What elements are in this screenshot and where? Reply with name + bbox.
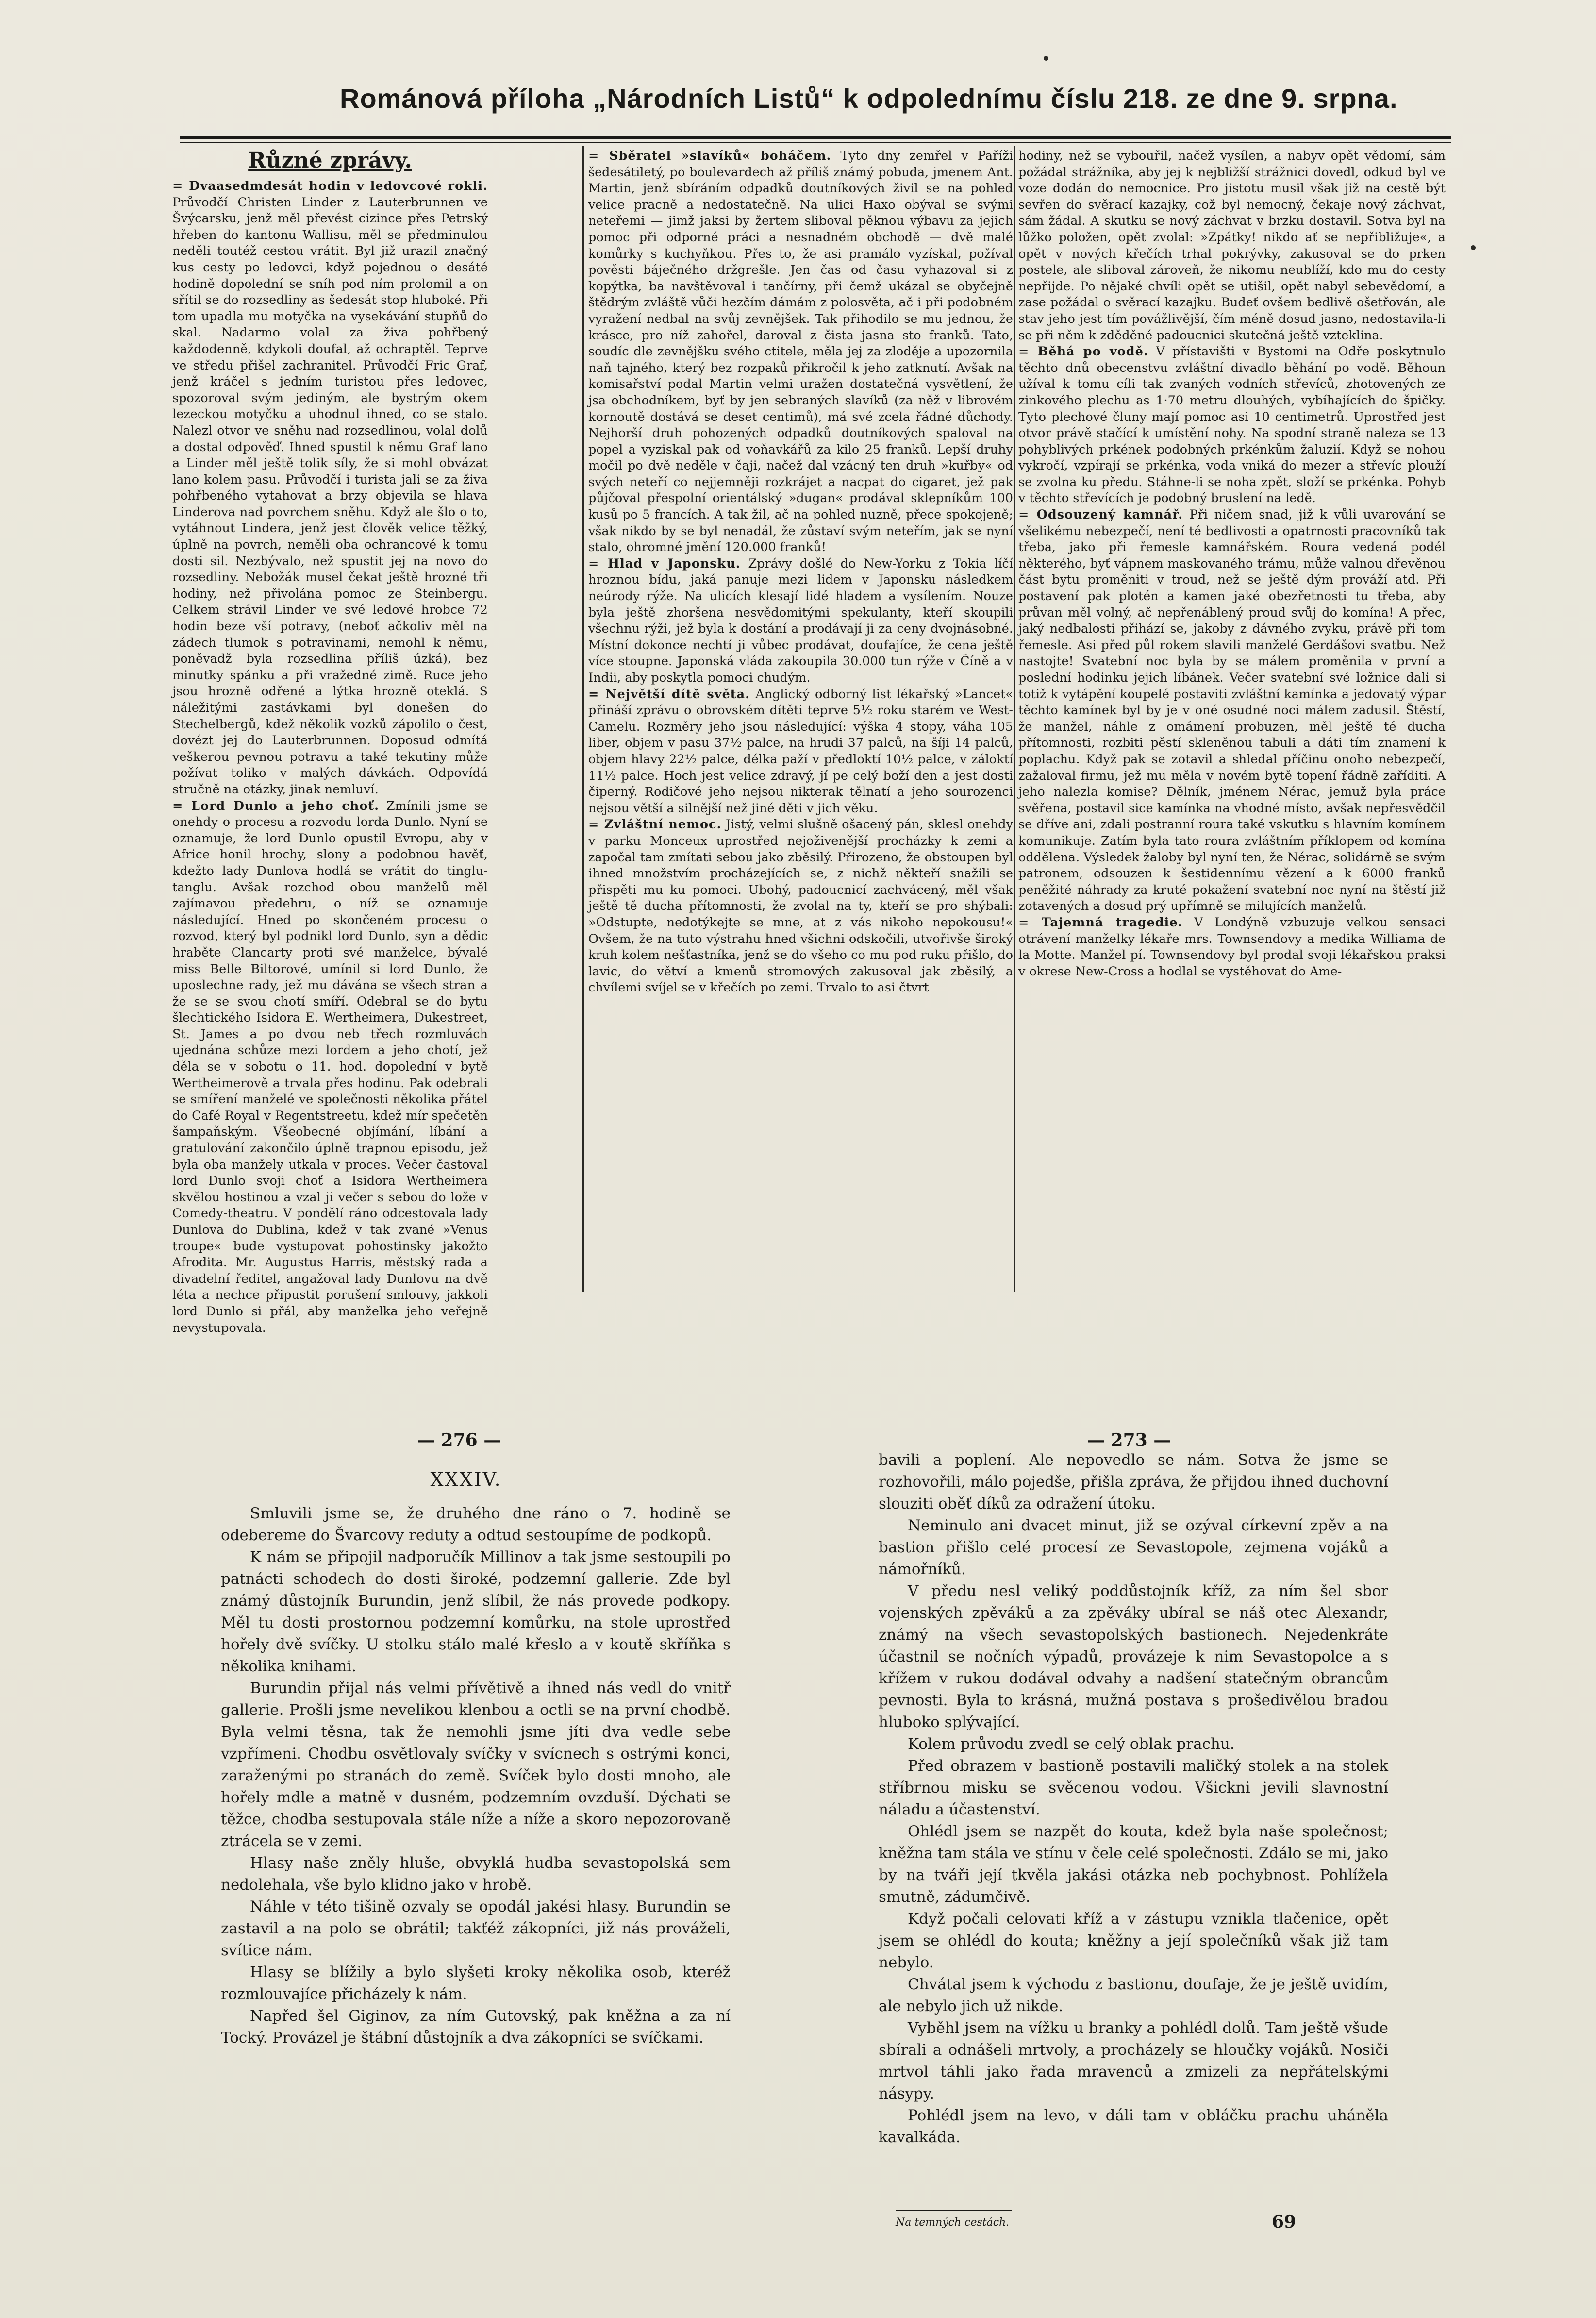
chapter-heading: XXXIV.	[430, 1469, 502, 1490]
signature-footnote: Na temných cestách.	[896, 2217, 1010, 2229]
article-headline: = Odsouzený kamnář.	[1018, 507, 1183, 522]
masthead: Románová příloha „Národních Listů“ k odpolednímu číslu 218. ze dne 9. srpna.	[340, 83, 1398, 114]
paragraph: Před obrazem v bastioně postavili maličký stolek a na stolek stříbrnou misku se svěcenou vodou. Všickni jevili slavnostní náladu a účastenství.	[879, 1757, 1388, 1818]
news-column-1	[172, 148, 488, 1335]
article-body: Zmínili jsme se onehdy o procesu a rozvodu lorda Dunlo. Nyní se oznamuje, že lord Dunlo opustil Evropu, aby v Africe honil hrochy, slony a podobnou havěť, kdežto lady Dunlova hodlá se vrátit do tinglu-tanglu. Avšak rozchod obou manželů měl zajímavou předehru, o níž se oznamuje následující. Hned po skončeném procesu o rozvod, který byl podnikl lord Dunlo, syn a dědic hraběte Clancarty proti své manželce, bývalé miss Belle Biltorové, umínil si lord Dunlo, že uposlechne rady, jež mu dávána se všech stran a že se se svou chotí smíří. Odebral se do bytu šlechtického Isidora E. Wertheimera, Dukestreet, St. James a po dvou neb třech rozmluvách ujednána schůze mezi lordem a jeho chotí, jež děla se v sobotu o 11. hod. dopolední v bytě Wertheimerově a trvala přes hodinu. Pak odebrali se smíření manželé ve společnosti několika přátel do Café Royal v Regentstreetu, kdež mír spečetěn šampaňským. Všeobecné objímání, líbání a gratulování zakončilo úplně trapnou episodu, jež byla oba manžely utkala v proces. Večer častoval lord Dunlo svoji choť a Isidora Wertheimera skvělou hostinou a vzal ji večer s sebou do lože v Comedy-theatru. V pondělí ráno odcestovala lady Dunlova do Dublina, kdež v tak zvané »Venus troupe« bude vystupovat pohostinsky jakožto Afrodita. Mr. Augustus Harris, městský rada a divadelní ředitel, angažoval lady Dunlovu na dvě léta a nechce připustit porušení smlouvy, jakkoli lord Dunlo si přál, aby manželka jeho veřejně nevystupovala.	[172, 798, 488, 1335]
paragraph: Hlasy naše zněly hluše, obvyklá hudba sevastopolská sem nedolehala, vše bylo klidno jako v hrobě.	[221, 1854, 731, 1894]
news-column-3	[1018, 148, 1446, 1294]
paragraph: Napřed šel Giginov, za ním Gutovský, pak kněžna a za ní Tocký. Provázel je štábní důstojník a dva zákopníci se svíčkami.	[221, 2007, 731, 2047]
article-body: Anglický odborný list lékařský »Lancet« přináší zprávu o obrovském dítěti teprve 5½ roku starém ve West-Camelu. Rozměry jeho jsou následující: výška 4 stopy, váha 105 liber, objem v pasu 37½ palce, na hrudi 37 palců, na šíji 14 palců, objem hlavy 22½ palce, délka paží v předloktí 10½ palce, v záloktí 11½ palce. Hoch jest velice zdravý, jí pe celý boží den a jest dosti čiperný. Rodičové jeho nejsou nikterak tělnatí a jeho sourozenci nejsou větší a silnější než jiné děti v jich věku.	[588, 687, 1014, 816]
article-body: V přístavišti v Bystomi na Odře poskytnulo těchto dnů obecenstvu zvláštní divadlo běhání po vodě. Běhoun užíval k tomu cíli tak zvaných vodních střevíců, zhotovených ze zinkového plechu as 1·70 metru dlouhých, vybíhajících do špičky. Tyto plechové čluny mají pomoc asi 10 centimetrů. Uprostřed jest otvor právě stačící k umístění nohy. Na spodní straně naleza se 13 pohyblivých prkének podobných prkénkům žaluzií. Když se nohou vykročí, vzpírají se prkénka, voda vniká do mezer a střevíc plouží se zvolna ku předu. Stáhne-li se noha zpět, složí se prkénka. Pohyb v těchto střevících je podobný bruslení na ledě.	[1018, 344, 1446, 506]
article-body: Tyto dny zemřel v Paříži šedesátiletý, po boulevardech až příliš známý pobuda, jmenem Ant. Martin, jenž sbíráním odpadků doutníkových živil se na pohled velice pracně a nedostatečně. Na ulici Haxo obýval se svými neteřemi — jimž jaksi by žertem sliboval pěknou výbavu za jejich pomoc při odporné práci a nesnadném obchodě — dvě malé komůrky s kuchyňkou. Přes to, že asi pramálo vyzískal, požíval pověsti báječného držgrešle. Jen čas od času vyhazoval si z kopýtka, ba navštěvoval i tančírny, při čemž ukázal se obyčejně štědrým zvláště vůči hezčím dámám z polosvěta, ač i při podobném vyražení nedbal na svůj zevnějšek. Tak přihodilo se mu jednou, že krásce, pro níž zahořel, daroval z čista jasna sto franků. Tato, soudíc dle zevnějšku svého ctitele, měla jej za zloděje a upozornila naň tajného, který bez rozpaků přikročil k jeho zatknutí. Avšak na komisařství podal Martin velmi uražen dostatečná vysvětlení, že jsa obchodníkem, byť by jen sebraných slavíků (za něž v librovém kornoutě dostává se deset centimů), má své zcela řádné důchody. Nejhorší druh pohozených odpadků doutníkových spaloval na popel a vyziskal pak od voňavkářů za kilo 25 franků. Lepší druhy močil po dvě neděle v čaji, načež dal vzácný ten druh »kuřby« od svých neteří co nejjemněji rozkrájet a nacpat do cigaret, jež pak půjčoval přespolní orientálský »dugan« prodával sklepníkům 100 kusů po 5 francích. A tak žil, ač na pohled nuzně, přece spokojeně; však nikdo by se byl nenadál, že zůstaví svým neteřím, jak se nyní stalo, ohromné jmění 120.000 franků!	[588, 149, 1014, 555]
masthead-rule-thin	[180, 142, 1451, 143]
paragraph: V předu nesl veliký poddůstojník kříž, za ním šel sbor vojenských zpěváků a za zpěváky ubíral se náš otec Alexandr, známý na všech sevastopolských bastionech. Nejedenkráte účastnil se nočních výpadů, provázeje k nim Sevastopolce a s křížem v rukou dodával odvahy a nadšení statečným obrancům pevnosti. Byla to krásná, mužná postava s prošedivělou bradou hluboko splývající.	[879, 1582, 1388, 1731]
article-body: hodiny, než se vybouřil, načež vysílen, a nabyv opět vědomí, sám požádal strážníka, aby jej k nejbližší strážnici dovedl, odkud byl ve voze dodán do nemocnice. Pro jistotu musil však již na cestě být sevřen do svěrací kazajky, což byl nemocný, čekaje nový záchvat, sám žádal. A skutku se nový záchvat v brzku dostavil. Sotva byl na lůžko položen, opět zvolal: »Zpátky! nikdo ať se nepřibližuje«, a opět v nových křečích trhal pokrývky, zakusoval se do prken postele, ale sliboval zároveň, že nikomu neublíží, kdo mu do cesty nepřijde. Po nějaké chvíli opět se utišil, opět nabyl sebevědomí, a zase požádal o svěrací kazajku. Budeť ovšem bedlivě ošetřován, ale stav jeho jest tím povážlivější, čím méně dosud jasno, nedostavila-li se při něm k zděděné padoucnici skutečná ještě vzteklina.	[1018, 149, 1446, 343]
article-body: Jistý, velmi slušně ošacený pán, sklesl onehdy v parku Monceux uprostřed nejoživenější procházky k zemi a započal tam zmítati sebou jako zběsilý. Přirozeno, že obstoupen byl ihned množstvím procházejících se, z nichž někteří snažili se přispěti mu ku pomoci. Ubohý, padoucnicí zachvácený, měl však ještě tě ducha přítomnosti, že zvolal na ty, kteří se pro shýbali: »Odstupte, nedotýkejte se mne, at z vás nikoho nepokousu!« Ovšem, že na tuto výstrahu hned všichni odskočili, utvořivše široký kruh kolem nešťastníka, jenž se do všeho co mu pod ruku přišlo, do lavic, do větví a kmenů stromových zakusoval jak zběsilý, a chvílemi svíjel se v křečích po zemi. Trvalo to asi čtvrt	[588, 817, 1013, 995]
footnote-rule	[896, 2210, 1012, 2211]
article-body: Při ničem snad, již k vůli uvarování se všelikému nebezpečí, není té bedlivosti a opatrnosti pracovníků tak třeba, jako při řemesle kamnářském. Roura vedená podél některého, byť vápnem maskovaného trámu, může valnou dřevěnou část bytu proměniti v troud, než se ještě dým prováží atd. Při postavení pak plotén a kamen jaké obezřetnosti tu třeba, aby průvan měl volný, ač nepřenáblený proud svůj do komína! A přec, jaký nedbalosti přihází se, jakoby z dávného zvyku, právě při tom řemesle. Asi před půl rokem slavili manželé Gerdášovi svatbu. Než nastojte! Svatební noc byla by se málem proměnila v první a poslední hodinku jejich líbánek. Večer svatební své ložnice dali si totiž k vytápění koupelé postaviti zvláštní kamínka a jedovatý výpar těchto kamínek byl by je v oné osudné noci málem zadusil. Štěstí, že manžel, náhle z omámení probuzen, měl ještě té ducha přítomnosti, rozbiti pěstí skleněnou tabuli a dáti tím znamení k poplachu. Když pak se zotavil a shledal příčinu onoho nebezpečí, zažaloval firmu, jež mu měla v novém bytě topení řádně zaříditi. A jeho nalezla komise? Dělník, jménem Nérac, jemuž byla práce svěřena, postavil sice kamínka na vhodné místo, avšak nepřesvědčil se dříve ani, zdali postranní roura také vskutku s hlavním komínem komunikuje. Zatím byla tato roura zvláštním příklopem od komína oddělena. Výsledek žaloby byl nyní ten, že Nérac, solidárně se svým patronem, odsouzen k šestidennímu vězení a k 6000 franků peněžité náhrady za kruté pokažení svatební noc nyní na štěstí již zotavených a dosud prý upřímně se milujících manželů.	[1018, 507, 1446, 914]
novel-column-right	[879, 1449, 1388, 2183]
article-headline: = Lord Dunlo a jeho choť.	[172, 798, 379, 813]
news-column-2	[588, 148, 1013, 1294]
column-divider	[582, 146, 584, 1292]
paragraph: Když počali celovati kříž a v zástupu vznikla tlačenice, opět jsem se ohlédl do kouta; kněžny a její společníků však již tam nebylo.	[879, 1910, 1388, 1971]
article-body: Průvodčí Christen Linder z Lauterbrunnen ve Švýcarsku, jenž měl převést cizince přes Petrský hřeben do kantonu Wallisu, měl se předminulou neděli toutéž cestou vrátit. Byl již urazil značný kus cesty po ledovci, když pojednou o desáté hodině dopolední se sníh pod ním prolomil a on sřítil se do rozsedliny as šedesát stop hluboké. Při tom upadla mu motyčka na vysekávání stupňů do skal. Nadarmo volal za živa pohřbený každodenně, kdykoli doufal, až ochraptěl. Teprve ve středu přišel zachranitel. Průvodčí Fric Graf, jenž kráčel s jedním turistou přes ledovec, spozoroval svým jediným, ale bystrým okem lezeckou motyčku a uhodnul ihned, co se stalo. Nalezl otvor ve sněhu nad rozsedlinou, volal dolů a dostal odpověď. Ihned spustil k němu Graf lano a Linder měl ještě tolik síly, že si mohl obvázat lano kolem pasu. Průvodčí i turista jali se za živa pohřbeného vytahovat a brzy objevila se hlava Linderova nad povrchem sněhu. Když ale šlo o to, vytáhnout Lindera, jenž jest člověk velice těžký, úplně na povrch, neměli oba ochrancové k tomu dosti sil. Nezbývalo, než spustit jej na novo do rozsedliny. Nebožák musel čekat ještě hrozné tři hodiny, než přivolána pomoc ze Steinbergu. Celkem strávil Linder ve své ledové hrobce 72 hodin beze vší potravy, (neboť ačkoliv měl na zádech tlumok s potravinami, nemohl k němu, poněvadž byla rozsedlina příliš úzká), bez minutky spánku a při vražedné zimě. Ruce jeho jsou hrozně odřené a lýtka hrozně oteklá. S náležitými zastávkami byl donešen do Stechelbergů, kdež několik vozků zápolilo o čest, dovézt jej do Lauterbrunnen. Doposud odmítá veškerou pevnou potravu a také tekutiny může požívat toliko v malých dávkách. Odpovídá stručně na otázky, jinak nemluví.	[172, 195, 488, 797]
paragraph: K nám se připojil nadporučík Millinov a tak jsme sestoupili po patnácti schodech do dosti široké, podzemní gallerie. Zde byl známý důstojník Burundin, jenž slíbil, že nás provede podkopy. Měl tu dosti prostornou podzemní komůrku, na stole uprostřed hořely dvě svíčky. U stolku stálo malé křeslo a v koutě skříňka s několika knihami.	[221, 1548, 731, 1675]
paragraph: Vyběhl jsem na vížku u branky a pohlédl dolů. Tam ještě všude sbírali a odnášeli mrtvoly, a procházely se hloučky vojáků. Nosiči mrtvol táhli jako řada mravenců a zmizeli za nepřátelskými násypy.	[879, 2019, 1388, 2102]
article-headline: = Běhá po vodě.	[1018, 344, 1148, 359]
article-headline: = Sběratel »slavíků« boháčem.	[588, 149, 831, 163]
article-body: V Londýně vzbuzuje velkou sensaci otrávení manželky lékaře mrs. Townsendovy a medika Williama de la Motte. Manžel pí. Townsendovy byl prodal svoji lékařskou praksi v okrese New-Cross a hodlal se vystěhovat do Ame-	[1018, 915, 1446, 979]
paragraph: Pohlédl jsem na levo, v dáli tam v obláčku prachu uháněla kavalkáda.	[879, 2107, 1388, 2146]
print-speck	[1471, 245, 1476, 250]
column-divider	[1014, 146, 1015, 1292]
sheet-number: 69	[1272, 2212, 1297, 2232]
print-speck	[1044, 56, 1048, 61]
article-headline: = Hlad v Japonsku.	[588, 556, 741, 571]
article-body: Zprávy došlé do New-Yorku z Tokia líčí hroznou bídu, jaká panuje mezi lidem v Japonsku následkem neúrody rýže. Na ulicích klesají lidé hladem a vysílením. Nouze byla ještě zhoršena nesvědomitými spekulanty, kteří skoupili všechnu rýži, jež byla k dostání a prodávají ji za ceny dvojnásobné. Místní dokonce nechtí ji vůbec prodávat, doufajíce, že cena ještě více stoupne. Japonská vláda zakoupila 30.000 tun rýže v Číně a v Indii, aby poskytla pomoci chudým.	[588, 556, 1013, 685]
novel-column-left	[221, 1503, 731, 2197]
page-number-left: — 276 —	[417, 1430, 501, 1450]
article-headline: = Největší dítě světa.	[588, 687, 750, 702]
paragraph: Chvátal jsem k východu z bastionu, doufaje, že je ještě uvidím, ale nebylo jich už nikde.	[879, 1976, 1388, 2015]
paragraph: Hlasy se blížily a bylo slyšeti kroky několika osob, kteréž rozmlouvajíce přicházely k nám.	[221, 1964, 731, 2003]
article-headline: = Zvláštní nemoc.	[588, 817, 722, 832]
paragraph: Ohlédl jsem se nazpět do kouta, kdež byla naše společnost; kněžna tam stála ve stínu v čele celé společnosti. Zdálo se mi, jako by na tváři její tkvěla jakási otázka neb pochybnost. Pohlížela smutně, zádumčivě.	[879, 1823, 1388, 1906]
section-title: Různé zprávy.	[248, 148, 412, 173]
article-headline: = Tajemná tragedie.	[1018, 915, 1183, 930]
paragraph: bavili a poplení. Ale nepovedlo se nám. Sotva že jsme se rozhovořili, málo pojedše, přišla zpráva, že přijdou ihned duchovní slouziti oběť díků za odražení útoku.	[879, 1451, 1388, 1512]
paragraph: Kolem průvodu zvedl se celý oblak prachu.	[908, 1735, 1235, 1753]
paragraph: Burundin přijal nás velmi přívětivě a ihned nás vedl do vnitř gallerie. Prošli jsme nevelikou klenbou a octli se na první chodbě. Byla velmi těsna, tak že nemohli jsme jíti dva vedle sebe vzpřímeni. Chodbu osvětlovaly svíčky v svícnech s ostrými konci, zaraženými po stranách do země. Svíček bylo dosti mnoho, ale hořely mdle a matně v dusném, podzemním ovzduší. Dýchati se těžce, chodba sestupovala stále níže a níže a skoro nepozorovaně ztrácela se v zemi.	[221, 1680, 731, 1850]
masthead-rule	[180, 136, 1451, 139]
page-number-right: — 273 —	[1087, 1430, 1171, 1450]
paragraph: Neminulo ani dvacet minut, již se ozýval církevní zpěv a na bastion přišlo celé procesí ze Sevastopole, zejmena vojáků a námořníků.	[879, 1517, 1388, 1578]
paragraph: Smluvili jsme se, že druhého dne ráno o 7. hodině se odebereme do Švarcovy reduty a odtud sestoupíme de podkopů.	[221, 1505, 731, 1544]
paragraph: Náhle v této tišině ozvaly se opodál jakési hlasy. Burundin se zastavil a na polo se obrátil; takťéž zákopníci, již nás prováželi, svítice nám.	[221, 1898, 731, 1959]
article-headline: = Dvaasedmdesát hodin v ledovcové rokli.	[172, 179, 488, 193]
